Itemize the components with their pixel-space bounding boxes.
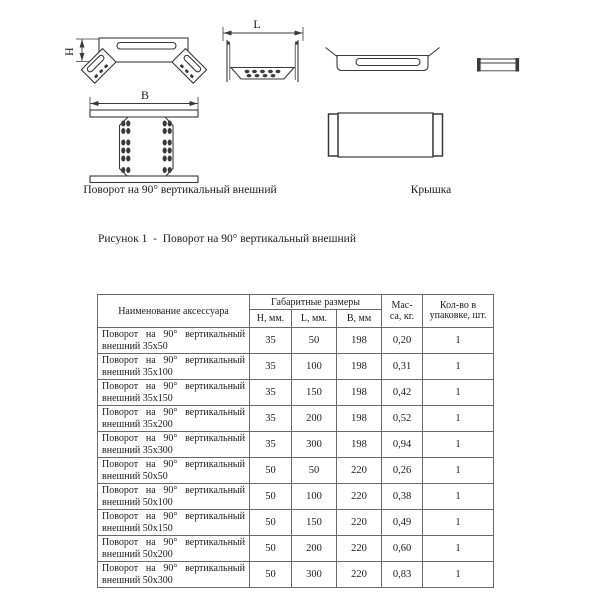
turn-drawing-caption: Поворот на 90° вертикальный внешний	[83, 184, 277, 196]
header-row-1	[98, 295, 494, 310]
value-l: 100	[292, 484, 337, 510]
accessory-name: Поворот на 90° вертикальный внешний 35x300	[98, 432, 250, 458]
value-h: 35	[250, 328, 292, 354]
table-row	[98, 328, 494, 354]
accessory-name: Поворот на 90° вертикальный внешний 50x50	[98, 458, 250, 484]
dimension-label-l: L	[253, 17, 261, 31]
value-h: 50	[250, 510, 292, 536]
col-header-b: В, мм	[337, 310, 382, 328]
value-l: 200	[292, 536, 337, 562]
dimension-label-h: H	[62, 47, 76, 56]
turn-front-view-drawing	[223, 17, 303, 82]
col-header-mass	[382, 295, 423, 328]
value-b: 220	[337, 484, 382, 510]
value-b: 198	[337, 432, 382, 458]
value-h: 50	[250, 562, 292, 588]
col-header-l: L, мм.	[292, 310, 337, 328]
value-qty: 1	[423, 354, 494, 380]
value-mass: 0,49	[382, 510, 423, 536]
value-l: 50	[292, 458, 337, 484]
value-qty: 1	[423, 562, 494, 588]
value-h: 35	[250, 354, 292, 380]
table-row	[98, 432, 494, 458]
table-row	[98, 458, 494, 484]
accessory-name: Поворот на 90° вертикальный внешний 50x100	[98, 484, 250, 510]
value-l: 200	[292, 406, 337, 432]
value-mass: 0,38	[382, 484, 423, 510]
value-qty: 1	[423, 406, 494, 432]
value-h: 50	[250, 458, 292, 484]
table-row	[98, 562, 494, 588]
value-b: 198	[337, 380, 382, 406]
value-l: 300	[292, 562, 337, 588]
value-mass: 0,42	[382, 380, 423, 406]
table-row	[98, 406, 494, 432]
col-header-qty: Кол-во в упаковке, шт.	[423, 295, 494, 328]
value-mass: 0,52	[382, 406, 423, 432]
value-mass: 0,83	[382, 562, 423, 588]
value-qty: 1	[423, 536, 494, 562]
table-row	[98, 484, 494, 510]
col-header-mass-line1: Мас-	[391, 300, 413, 311]
col-header-h: Н, мм.	[250, 310, 292, 328]
value-qty: 1	[423, 380, 494, 406]
value-b: 198	[337, 354, 382, 380]
table-row	[98, 354, 494, 380]
accessory-name: Поворот на 90° вертикальный внешний 50x300	[98, 562, 250, 588]
value-mass: 0,26	[382, 458, 423, 484]
value-l: 150	[292, 380, 337, 406]
value-b: 220	[337, 562, 382, 588]
value-b: 220	[337, 536, 382, 562]
value-mass: 0,20	[382, 328, 423, 354]
value-qty: 1	[423, 432, 494, 458]
accessory-name: Поворот на 90° вертикальный внешний 35x100	[98, 354, 250, 380]
value-mass: 0,31	[382, 354, 423, 380]
figure-caption: Рисунок 1 - Поворот на 90° вертикальный внешний	[98, 233, 356, 245]
cover-plan-view-drawing	[329, 113, 443, 157]
value-qty: 1	[423, 484, 494, 510]
value-qty: 1	[423, 328, 494, 354]
value-h: 35	[250, 380, 292, 406]
accessory-name: Поворот на 90° вертикальный внешний 35x200	[98, 406, 250, 432]
value-l: 150	[292, 510, 337, 536]
value-qty: 1	[423, 458, 494, 484]
dimension-label-b: B	[140, 88, 150, 102]
technical-drawings	[0, 0, 600, 232]
cover-end-view-drawing	[477, 58, 519, 72]
value-b: 220	[337, 458, 382, 484]
value-mass: 0,60	[382, 536, 423, 562]
turn-side-view-drawing	[62, 38, 207, 83]
dimensions-table	[97, 294, 494, 588]
cover-drawing-caption: Крышка	[410, 184, 452, 196]
value-mass: 0,94	[382, 432, 423, 458]
value-qty: 1	[423, 510, 494, 536]
turn-plan-view-drawing	[90, 88, 198, 183]
value-l: 50	[292, 328, 337, 354]
accessory-name: Поворот на 90° вертикальный внешний 35x150	[98, 380, 250, 406]
col-header-dimensions-group: Габаритные размеры	[250, 295, 382, 310]
value-l: 300	[292, 432, 337, 458]
col-header-name: Наименование аксессуара	[98, 295, 250, 328]
value-h: 35	[250, 406, 292, 432]
col-header-mass-line2: са, кг.	[389, 311, 415, 322]
table-row	[98, 536, 494, 562]
value-b: 198	[337, 328, 382, 354]
accessory-name: Поворот на 90° вертикальный внешний 35x50	[98, 328, 250, 354]
accessory-name: Поворот на 90° вертикальный внешний 50x150	[98, 510, 250, 536]
value-h: 50	[250, 536, 292, 562]
value-h: 35	[250, 432, 292, 458]
value-h: 50	[250, 484, 292, 510]
table-row	[98, 380, 494, 406]
accessory-name: Поворот на 90° вертикальный внешний 50x200	[98, 536, 250, 562]
cover-side-view-drawing	[326, 48, 440, 71]
table-row	[98, 510, 494, 536]
value-b: 198	[337, 406, 382, 432]
value-l: 100	[292, 354, 337, 380]
value-b: 220	[337, 510, 382, 536]
